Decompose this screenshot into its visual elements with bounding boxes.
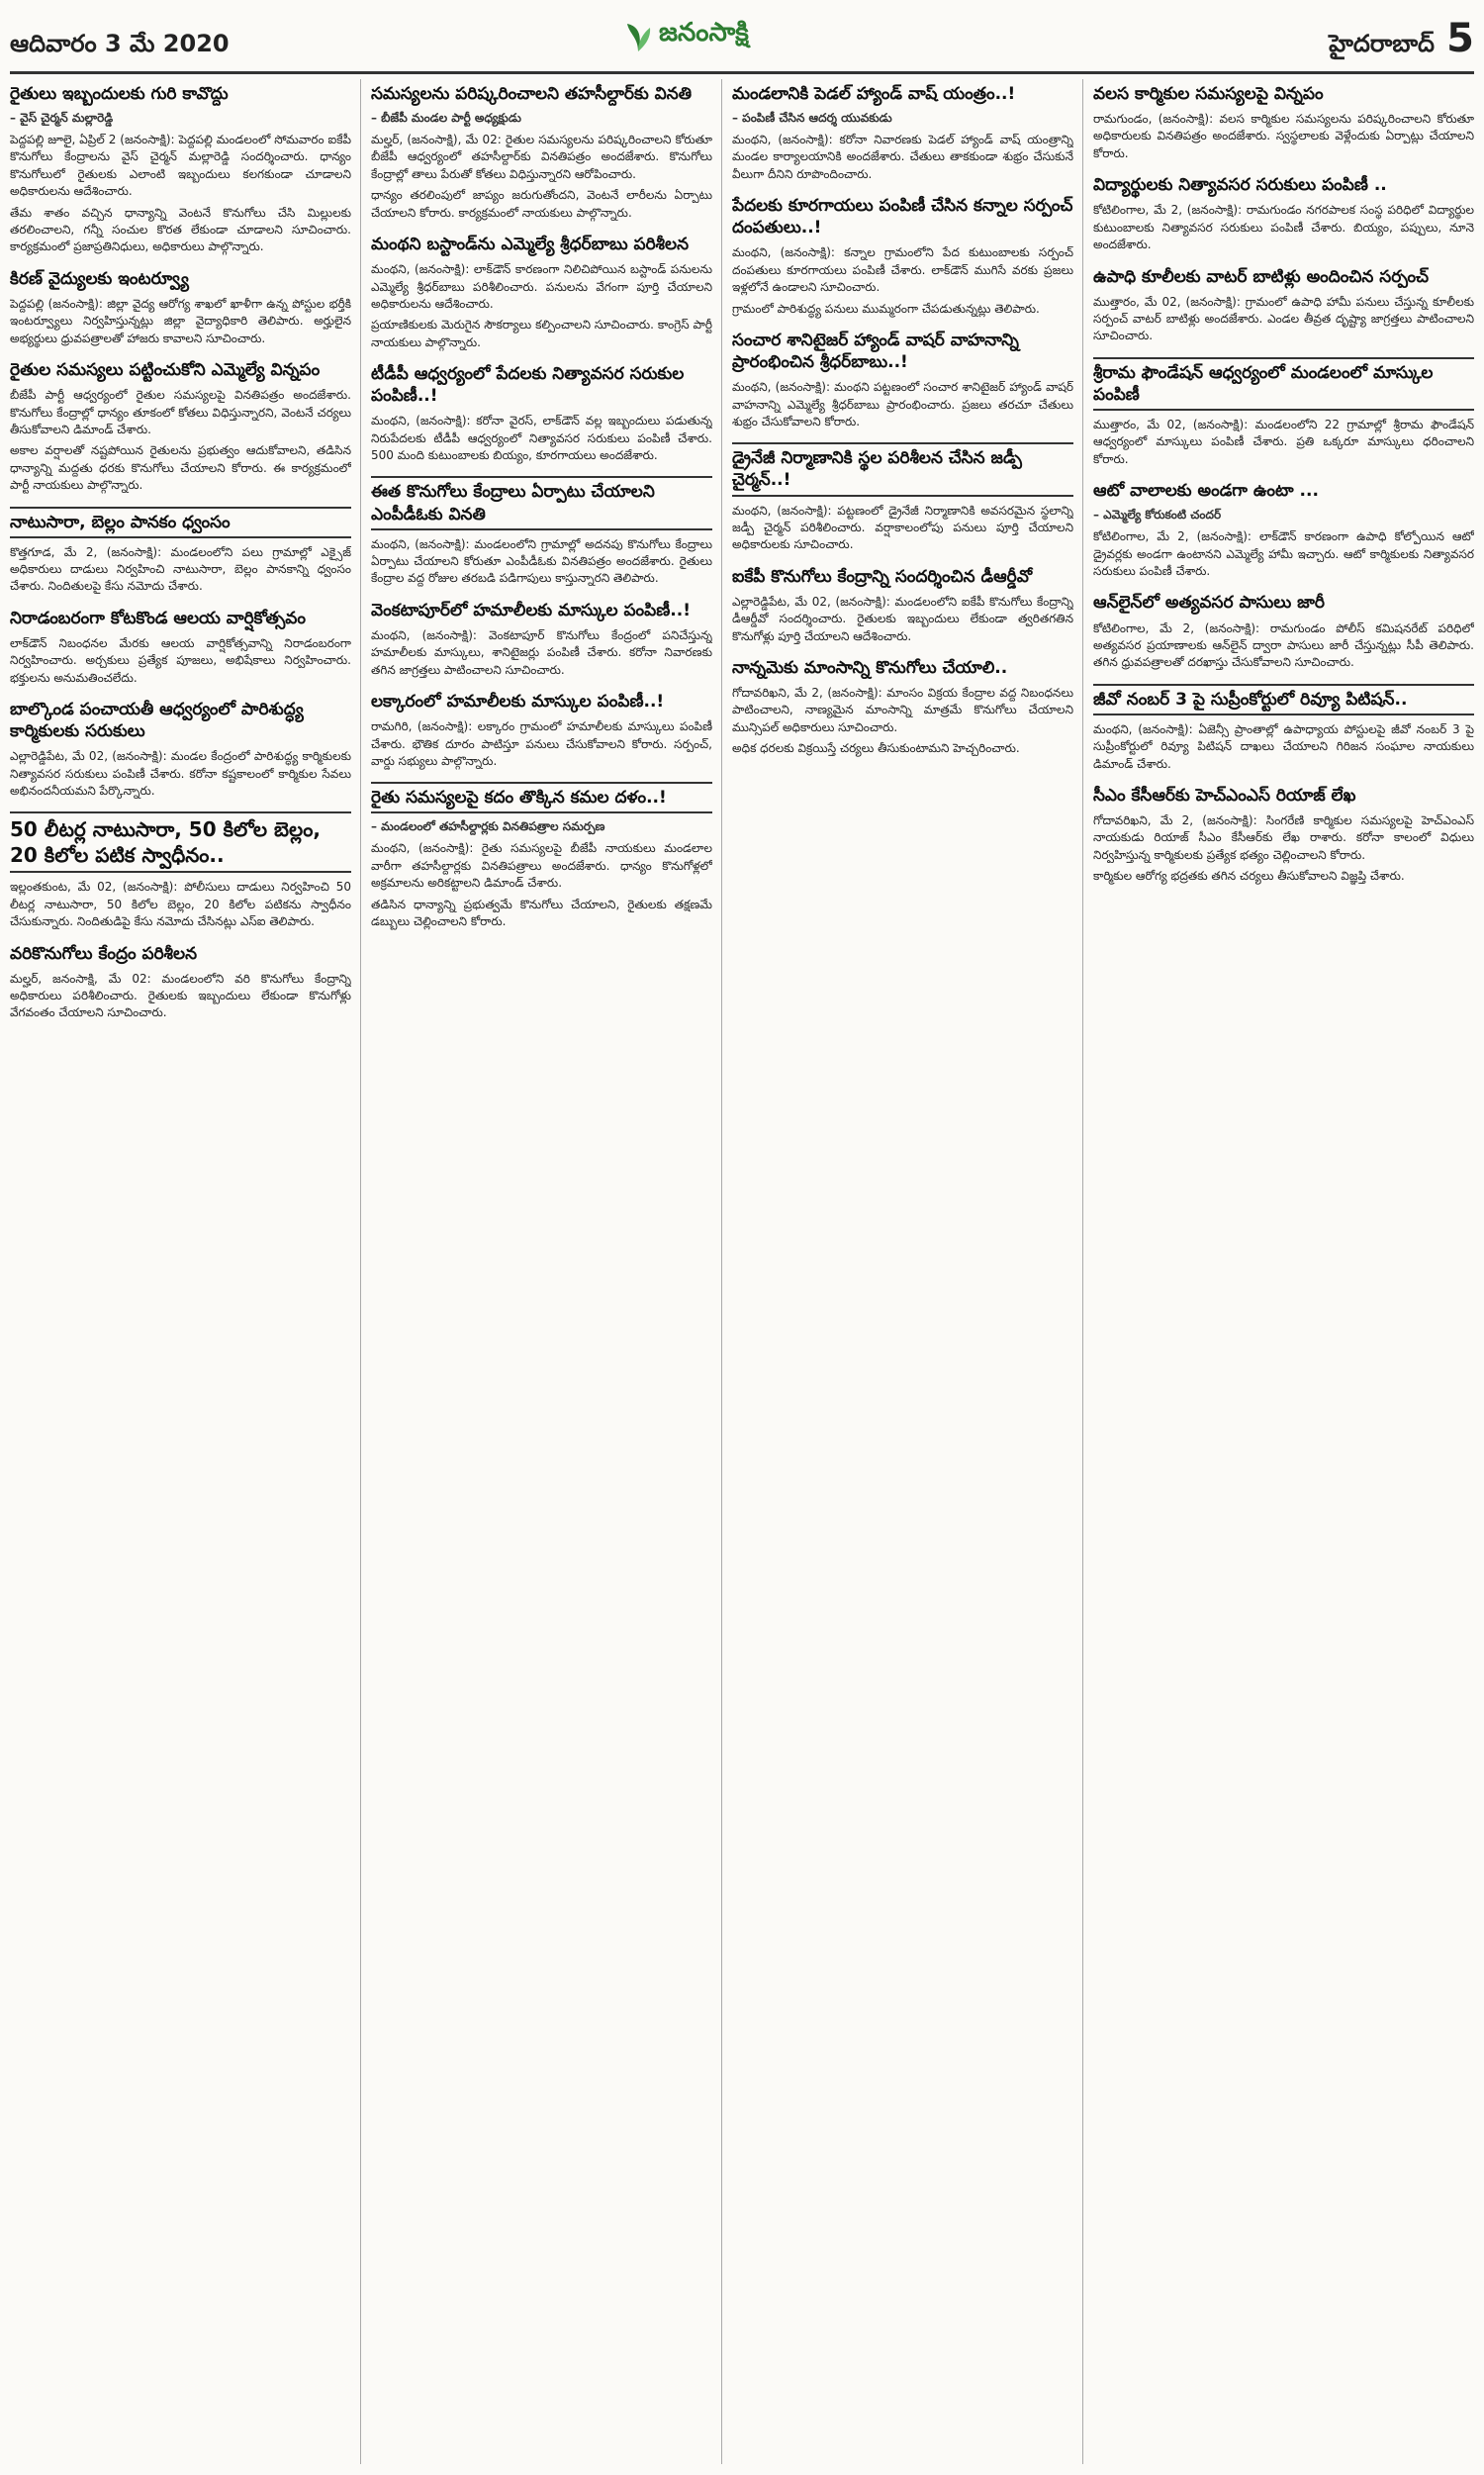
- story-paragraph: మంథని, (జనంసాక్షి): పట్టణంలో డ్రైనేజీ నిర్మాణానికి అవసరమైన స్థలాన్ని జడ్పీ చైర్మన్ పరిశీలించారు. వర్షాకాలంలోపు పనులు పూర్తి చేయాలని అధికారులకు సూచించారు.: [732, 503, 1073, 552]
- story-paragraph: తేమ శాతం వచ్చిన ధాన్యాన్ని వెంటనే కొనుగోలు చేసి మిల్లులకు తరలించాలని, గన్నీ సంచుల కొరత లేకుండా చూడాలని సూచించారు. కార్యక్రమంలో ప్రజాప్రతినిధులు, అధికారులు పాల్గొన్నారు.: [10, 205, 351, 254]
- page-number: 5: [1446, 16, 1474, 61]
- story-headline: బాల్కొండ పంచాయతీ ఆధ్వర్యంలో పారిశుద్ధ్య కార్మికులకు సరుకులు: [10, 700, 304, 742]
- news-story: [732, 566, 1073, 645]
- story-headline: శ్రీరామ ఫౌండేషన్ ఆధ్వర్యంలో మండలంలో మాస్కుల పంపిణీ: [1093, 357, 1474, 411]
- column-divider: [721, 79, 722, 2464]
- story-paragraph: మంథని, (జనంసాక్షి): కరోనా నివారణకు పెడల్ హ్యాండ్ వాష్ యంత్రాన్ని మండల కార్యాలయానికి అందజేశారు. చేతులు తాకకుండా శుభ్రం చేసుకునే వీలుగా దీనిని రూపొందించారు.: [732, 133, 1073, 181]
- column-1: [10, 79, 351, 2464]
- story-paragraph: కొత్తగూడ, మే 2, (జనంసాక్షి): మండలంలోని పలు గ్రామాల్లో ఎక్సైజ్ అధికారులు దాడులు నిర్వహించి నాటుసారా, బెల్లం పానకాన్ని ధ్వంసం చేశారు. నిందితులపై కేసు నమోదు చేశారు.: [10, 544, 351, 594]
- story-headline: కిరణ్ వైద్యులకు ఇంటర్వ్యూ: [10, 268, 189, 289]
- story-paragraph: మంథని, (జనంసాక్షి): మండలంలోని గ్రామాల్లో అదనపు కొనుగోలు కేంద్రాలు ఏర్పాటు చేయాలని కోరుతూ ఎంపీడీఓకు వినతిపత్రం అందజేశారు. రైతులు కేంద్రాల వద్ద రోజుల తరబడి పడిగాపులు కాస్తున్నారని తెలిపారు.: [371, 536, 712, 586]
- story-headline: నిరాడంబరంగా కోటకొండ ఆలయ వార్షికోత్సవం: [10, 608, 306, 628]
- story-paragraph: ముత్తారం, మే 02, (జనంసాక్షి): మండలంలోని 22 గ్రామాల్లో శ్రీరామ ఫౌండేషన్ ఆధ్వర్యంలో మాస్కులు పంపిణీ చేశారు. ప్రతి ఒక్కరూ మాస్కులు ధరించాలని కోరారు.: [1093, 417, 1474, 466]
- story-paragraph: గోదావరిఖని, మే 2, (జనంసాక్షి): సింగరేణి కార్మికుల సమస్యలపై హెచ్ఎంఎస్ నాయకుడు రియాజ్ సీఎం కేసీఆర్‌కు లేఖ రాశారు. కరోనా కాలంలో విధులు నిర్వహిస్తున్న కార్మికులకు ప్రత్యేక భత్యం చెల్లించాలని కోరారు.: [1093, 813, 1474, 862]
- story-paragraph: బీజేపీ పార్టీ ఆధ్వర్యంలో రైతుల సమస్యలపై వినతిపత్రం అందజేశారు. కొనుగోలు కేంద్రాల్లో ధాన్యం తూకంలో కోతలు విధిస్తున్నారని, వెంటనే చర్యలు తీసుకోవాలని డిమాండ్ చేశారు.: [10, 388, 351, 436]
- story-paragraph: లాక్‌డౌన్ నిబంధనల మేరకు ఆలయ వార్షికోత్సవాన్ని నిరాడంబరంగా నిర్వహించారు. అర్చకులు ప్రత్యేక పూజలు, అభిషేకాలు నిర్వహించారు. భక్తులను అనుమతించలేదు.: [10, 635, 351, 685]
- story-paragraph: మంథని, (జనంసాక్షి): మంథని పట్టణంలో సంచార శానిటైజర్ హ్యాండ్ వాషర్ వాహనాన్ని ఎమ్మెల్యే శ్రీధర్‌బాబు ప్రారంభించారు. ప్రజలు తరచూ చేతులు శుభ్రం చేసుకోవాలని కోరారు.: [732, 380, 1073, 428]
- story-paragraph: రామగుండం, (జనంసాక్షి): వలస కార్మికుల సమస్యలను పరిష్కరించాలని కోరుతూ అధికారులకు వినతిపత్రం అందజేశారు. స్వస్థలాలకు వెళ్లేందుకు ఏర్పాట్లు చేయాలని కోరారు.: [1093, 112, 1474, 160]
- story-paragraph: మంథని, (జనంసాక్షి): రైతు సమస్యలపై బీజేపీ నాయకులు మండలాల వారీగా తహసీల్దార్లకు వినతిపత్రాలు అందజేశారు. ధాన్యం కొనుగోళ్లలో అక్రమాలను అరికట్టాలని డిమాండ్ చేశారు.: [371, 841, 712, 891]
- news-story: [371, 234, 712, 351]
- story-headline: 50 లీటర్ల నాటుసారా, 50 కిలోల బెల్లం, 20 కిలోల పటిక స్వాధీనం..: [10, 811, 351, 873]
- story-paragraph: ఇల్లంతకుంట, మే 02, (జనంసాక్షి): పోలీసులు దాడులు నిర్వహించి 50 లీటర్ల నాటుసారా, 50 కిలోల బెల్లం, 20 కిలోల పటికను స్వాధీనం చేసుకున్నారు. నిందితుడిపై కేసు నమోదు చేసినట్లు ఎస్ఐ తెలిపారు.: [10, 880, 351, 929]
- story-paragraph: మంథని, (జనంసాక్షి): ఏజెన్సీ ప్రాంతాల్లో ఉపాధ్యాయ పోస్టులపై జీవో నంబర్ 3 పై సుప్రీంకోర్టులో రివ్యూ పిటిషన్ దాఖలు చేయాలని గిరిజన సంఘాల నాయకులు డిమాండ్ చేశారు.: [1093, 721, 1474, 771]
- story-subheadline: – పంపిణీ చేసిన ఆదర్శ యువకుడు: [732, 111, 892, 126]
- news-story: [1093, 684, 1474, 773]
- story-paragraph: పెద్దపల్లి జూలై, ఏప్రిల్ 2 (జనంసాక్షి): పెద్దపల్లి మండలంలో సోమవారం ఐకేపీ కొనుగోలు కేంద్రాలను వైస్ చైర్మన్ మల్లారెడ్డి సందర్శించారు. ధాన్యం కొనుగోలులో రైతులకు ఎలాంటి ఇబ్బందులు కలగకుండా చూడాలని అధికారులను ఆదేశించారు.: [10, 133, 351, 199]
- story-headline: డ్రైనేజీ నిర్మాణానికి స్థల పరిశీలన చేసిన జడ్పీ చైర్మన్..!: [732, 442, 1073, 496]
- story-paragraph: మల్హర్, జనంసాక్షి, మే 02: మండలంలోని వరి కొనుగోలు కేంద్రాన్ని అధికారులు పరిశీలించారు. రైతులకు ఇబ్బందులు లేకుండా కొనుగోళ్లు వేగవంతం చేయాలని సూచించారు.: [10, 971, 351, 1020]
- news-story: [1093, 174, 1474, 253]
- story-paragraph: కోటిలింగాల, మే 2, (జనంసాక్షి): లాక్‌డౌన్ కారణంగా ఉపాధి కోల్పోయిన ఆటో డ్రైవర్లకు అండగా ఉంటానని ఎమ్మెల్యే హామీ ఇచ్చారు. ఆటో కార్మికులకు నిత్యావసర సరుకులు పంపిణీ చేశారు.: [1093, 529, 1474, 579]
- story-paragraph: ఎల్లారెడ్డిపేట, మే 02, (జనంసాక్షి): మండలంలోని ఐకేపీ కొనుగోలు కేంద్రాన్ని డీఆర్డీవో సందర్శించారు. రైతులకు ఇబ్బందులు లేకుండా త్వరితగతిన కొనుగోళ్లు పూర్తి చేయాలని ఆదేశించారు.: [732, 594, 1073, 643]
- story-headline: రైతుల సమస్యలు పట్టించుకోని ఎమ్మెల్యే విన్నపం: [10, 360, 321, 381]
- story-paragraph: గ్రామంలో పారిశుద్ధ్య పనులు ముమ్మరంగా చేపడుతున్నట్లు తెలిపారు.: [732, 301, 1040, 316]
- story-paragraph: మంథని, (జనంసాక్షి): లాక్‌డౌన్ కారణంగా నిలిచిపోయిన బస్టాండ్ పనులను ఎమ్మెల్యే శ్రీధర్‌బాబు పరిశీలించారు. పనులను వేగంగా పూర్తి చేయాలని అధికారులను ఆదేశించారు.: [371, 262, 712, 311]
- news-story: [10, 507, 351, 596]
- story-paragraph: పెద్దపల్లి (జనంసాక్షి): జిల్లా వైద్య ఆరోగ్య శాఖలో ఖాళీగా ఉన్న పోస్టుల భర్తీకి ఇంటర్వ్యూలు నిర్వహిస్తున్నట్లు జిల్లా వైద్యాధికారి తెలిపారు. అర్హులైన అభ్యర్థులు ధ్రువపత్రాలతో హాజరు కావాలని సూచించారు.: [10, 296, 351, 345]
- story-paragraph: అకాల వర్షాలతో నష్టపోయిన రైతులను ప్రభుత్వం ఆదుకోవాలని, తడిసిన ధాన్యాన్ని మద్దతు ధరకు కొనుగోలు చేయాలని కోరారు. ఈ కార్యక్రమంలో పార్టీ నాయకులు పాల్గొన్నారు.: [10, 443, 351, 493]
- edition-date: ఆదివారం 3 మే 2020: [10, 30, 230, 57]
- paper-logo: [623, 18, 749, 53]
- story-headline: ఆటో వాలాలకు అండగా ఉంటా ...: [1093, 481, 1319, 502]
- story-paragraph: ప్రయాణికులకు మెరుగైన సౌకర్యాలు కల్పించాలని సూచించారు. కాంగ్రెస్ పార్టీ నాయకులు పాల్గొన్నారు.: [371, 318, 712, 349]
- story-headline: రైతులు ఇబ్బందులకు గురి కావొద్దు: [10, 84, 229, 104]
- story-subheadline: – బీజేపీ మండల పార్టీ అధ్యక్షుడు: [371, 111, 521, 126]
- story-paragraph: మంథని, (జనంసాక్షి): కరోనా వైరస్, లాక్‌డౌన్ వల్ల ఇబ్బందులు పడుతున్న నిరుపేదలకు టీడీపీ ఆధ్వర్యంలో నిత్యావసర సరుకులు పంపిణీ చేశారు. 500 మంది కుటుంబాలకు బియ్యం, కూరగాయలు అందజేశారు.: [371, 414, 712, 463]
- news-story: [371, 476, 712, 587]
- story-paragraph: మంథని, (జనంసాక్షి): కన్నాల గ్రామంలోని పేద కుటుంబాలకు సర్పంచ్ దంపతులు కూరగాయలు పంపిణీ చేశారు. లాక్‌డౌన్ ముగిసే వరకు ప్రజలు ఇళ్లలోనే ఉండాలని సూచించారు.: [732, 245, 1073, 295]
- story-headline: ఆన్‌లైన్‌లో అత్యవసర పాసులు జారీ: [1093, 593, 1325, 614]
- story-paragraph: కార్మికుల ఆరోగ్య భద్రతకు తగిన చర్యలు తీసుకోవాలని విజ్ఞప్తి చేశారు.: [1093, 869, 1405, 884]
- news-story: [10, 268, 351, 347]
- news-story: [1093, 83, 1474, 162]
- story-headline: ఐకేపీ కొనుగోలు కేంద్రాన్ని సందర్శించిన డీఆర్డీవో: [732, 566, 1033, 587]
- edition-city: హైదరాబాద్: [1329, 30, 1435, 57]
- column-divider: [360, 79, 361, 2464]
- story-headline: జీవో నంబర్ 3 పై సుప్రీంకోర్టులో రివ్యూ పిటిషన్..: [1093, 684, 1474, 715]
- story-headline: లక్కారంలో హమాలీలకు మాస్కుల పంపిణీ..!: [371, 692, 665, 713]
- story-paragraph: గోదావరిఖని, మే 2, (జనంసాక్షి): మాంసం విక్రయ కేంద్రాల వద్ద నిబంధనలు పాటించాలని, నాణ్యమైన మాంసాన్ని మాత్రమే కొనుగోలు చేయాలని మున్సిపల్ అధికారులు సూచించారు.: [732, 686, 1073, 734]
- news-story: [10, 608, 351, 687]
- news-story: [732, 195, 1073, 318]
- story-paragraph: మల్హర్, (జనంసాక్షి), మే 02: రైతుల సమస్యలను పరిష్కరించాలని కోరుతూ బీజేపీ ఆధ్వర్యంలో తహసీల్దార్‌కు వినతిపత్రం అందజేశారు. కొనుగోలు కేంద్రాల్లో తాలు పేరుతో కోతలు విధిస్తున్నారని ఆరోపించారు.: [371, 133, 712, 181]
- story-paragraph: రామగిరి, (జనంసాక్షి): లక్కారం గ్రామంలో హమాలీలకు మాస్కులు పంపిణీ చేశారు. భౌతిక దూరం పాటిస్తూ పనులు చేసుకోవాలని కోరారు. సర్పంచ్, వార్డు సభ్యులు పాల్గొన్నారు.: [371, 719, 712, 768]
- story-headline: సమస్యలను పరిష్కరించాలని తహసీల్దార్‌కు వినతి: [371, 84, 692, 104]
- news-story: [732, 442, 1073, 553]
- story-headline: వెంకటాపూర్‌లో హమాలీలకు మాస్కుల పంపిణీ..!: [371, 600, 691, 620]
- news-story: [732, 657, 1073, 758]
- story-headline: వలస కార్మికుల సమస్యలపై విన్నపం: [1093, 84, 1324, 104]
- masthead: [10, 10, 1474, 74]
- story-paragraph: ధాన్యం తరలింపులో జాప్యం జరుగుతోందని, వెంటనే లారీలను ఏర్పాటు చేయాలని కోరారు. కార్యక్రమంలో నాయకులు పాల్గొన్నారు.: [371, 188, 712, 220]
- story-paragraph: అధిక ధరలకు విక్రయిస్తే చర్యలు తీసుకుంటామని హెచ్చరించారు.: [732, 741, 1020, 756]
- news-story: [732, 330, 1073, 430]
- news-story: [1093, 592, 1474, 671]
- story-headline: ఈత కొనుగోలు కేంద్రాలు ఏర్పాటు చేయాలని ఎంపీడీఓకు వినతి: [371, 476, 712, 529]
- story-headline: మంథని బస్టాండ్‌ను ఎమ్మెల్యే శ్రీధర్‌బాబు పరిశీలన: [371, 235, 690, 255]
- news-story: [732, 83, 1073, 183]
- news-story: [10, 943, 351, 1022]
- story-headline: సీఎం కేసీఆర్‌కు హెచ్ఎంఎస్ రియాజ్ లేఖ: [1093, 785, 1356, 806]
- story-headline: పేదలకు కూరగాయలు పంపిణీ చేసిన కన్నాల సర్పంచ్ దంపతులు..!: [732, 196, 1073, 238]
- news-story: [1093, 266, 1474, 345]
- news-story: [10, 699, 351, 800]
- news-story: [1093, 785, 1474, 886]
- story-paragraph: కోటిలింగాల, మే 2, (జనంసాక్షి): రామగుండం పోలీస్ కమిషనరేట్ పరిధిలో అత్యవసర ప్రయాణాలకు ఆన్‌లైన్ ద్వారా పాసులు జారీ చేస్తున్నట్లు సీపీ తెలిపారు. తగిన ధ్రువపత్రాలతో దరఖాస్తు చేసుకోవాలని సూచించారు.: [1093, 620, 1474, 670]
- news-story: [10, 811, 351, 930]
- story-headline: వరికొనుగోలు కేంద్రం పరిశీలన: [10, 943, 198, 964]
- story-subheadline: – మండలంలో తహసీల్దార్లకు వినతిపత్రాల సమర్పణ: [371, 819, 605, 834]
- story-paragraph: ముత్తారం, మే 02, (జనంసాక్షి): గ్రామంలో ఉపాధి హామీ పనులు చేస్తున్న కూలీలకు సర్పంచ్ వాటర్ బాటిళ్లు అందజేశారు. ఎండల తీవ్రత దృష్ట్యా జాగ్రత్తలు పాటించాలని సూచించారు.: [1093, 294, 1474, 343]
- column-2: [371, 79, 712, 2464]
- story-headline: నాన్నమెకు మాంసాన్ని కొనుగోలు చేయాలి..: [732, 658, 1008, 678]
- news-story: [1093, 480, 1474, 580]
- column-4: [1093, 79, 1474, 2464]
- news-story: [371, 691, 712, 770]
- column-3: [732, 79, 1073, 2464]
- news-story: [10, 83, 351, 256]
- news-story: [371, 600, 712, 679]
- story-paragraph: కోటిలింగాల, మే 2, (జనంసాక్షి): రామగుండం నగరపాలక సంస్థ పరిధిలో విద్యార్థుల కుటుంబాలకు నిత్యావసర సరుకులు పంపిణీ చేశారు. బియ్యం, పప్పులు, నూనె అందజేశారు.: [1093, 203, 1474, 252]
- leaf-icon: [623, 18, 653, 53]
- story-paragraph: ఎల్లారెడ్డిపేట, మే 02, (జనంసాక్షి): మండల కేంద్రంలో పారిశుద్ధ్య కార్మికులకు నిత్యావసర సరుకులు పంపిణీ చేశారు. కరోనా కష్టకాలంలో కార్మికుల సేవలు అభినందనీయమని పేర్కొన్నారు.: [10, 749, 351, 799]
- story-headline: ఉపాధి కూలీలకు వాటర్ బాటిళ్లు అందించిన సర్పంచ్: [1093, 266, 1429, 287]
- news-story: [371, 363, 712, 464]
- story-headline: విద్యార్థులకు నిత్యావసర సరుకులు పంపిణీ ..: [1093, 175, 1387, 196]
- story-paragraph: మంథని, (జనంసాక్షి): వెంకటాపూర్ కొనుగోలు కేంద్రంలో పనిచేస్తున్న హమాలీలకు మాస్కులు, శానిటైజర్లు పంపిణీ చేశారు. కరోనా నివారణకు తగిన జాగ్రత్తలు పాటించాలని సూచించారు.: [371, 627, 712, 677]
- story-headline: సంచార శానిటైజర్ హ్యాండ్ వాషర్ వాహనాన్ని ప్రారంభించిన శ్రీధర్‌బాబు..!: [732, 331, 1019, 373]
- story-headline: మండలానికి పెడల్ హ్యాండ్ వాష్ యంత్రం..!: [732, 84, 1016, 104]
- story-headline: నాటుసారా, బెల్లం పానకం ధ్వంసం: [10, 507, 351, 538]
- story-headline: రైతు సమస్యలపై కదం తొక్కిన కమల దళం..!: [371, 782, 712, 813]
- story-subheadline: – వైస్ చైర్మన్ మల్లారెడ్డి: [10, 111, 114, 126]
- news-story: [371, 83, 712, 222]
- column-divider: [1082, 79, 1083, 2464]
- news-story: [371, 782, 712, 930]
- news-story: [10, 359, 351, 494]
- story-paragraph: తడిసిన ధాన్యాన్ని ప్రభుత్వమే కొనుగోలు చేయాలని, రైతులకు తక్షణమే డబ్బులు చెల్లించాలని కోరారు.: [371, 897, 712, 928]
- story-subheadline: – ఎమ్మెల్యే కోరుకంటి చందర్: [1093, 508, 1222, 523]
- paper-name: జనంసాక్షి: [659, 18, 749, 48]
- story-headline: టీడీపీ ఆధ్వర్యంలో పేదలకు నిత్యావసర సరుకుల పంపిణీ..!: [371, 364, 685, 407]
- news-story: [1093, 357, 1474, 468]
